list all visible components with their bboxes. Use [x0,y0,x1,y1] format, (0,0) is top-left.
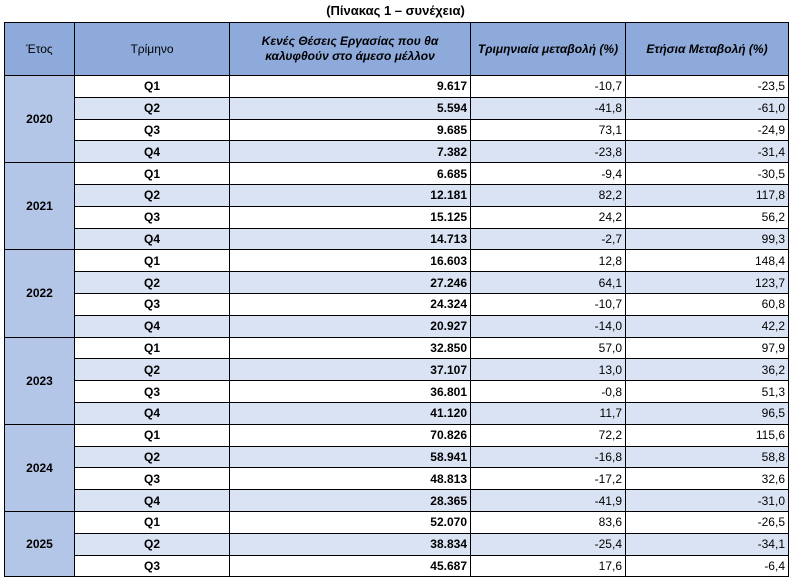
table-title: (Πίνακας 1 – συνέχεια) [326,3,465,18]
year-cell: 2020 [5,76,75,163]
year-cell: 2023 [5,337,75,424]
vacancies-cell: 37.107 [230,359,471,381]
table-row [5,424,789,446]
annual-change-cell: 96,5 [626,402,789,424]
quarterly-change-cell: -0,8 [471,381,626,403]
quarterly-change-cell: -14,0 [471,315,626,337]
quarter-cell: Q1 [75,337,230,359]
quarter-cell: Q4 [75,141,230,163]
annual-change-cell: 36,2 [626,359,789,381]
table-row [5,555,789,577]
annual-change-cell: 42,2 [626,315,789,337]
quarter-cell: Q2 [75,184,230,206]
quarterly-change-cell: -17,2 [471,468,626,490]
vacancies-cell: 12.181 [230,184,471,206]
table-row [5,293,789,315]
quarterly-change-cell: -9,4 [471,163,626,185]
year-cell: 2025 [5,511,75,576]
table-row [5,315,789,337]
table-row [5,272,789,294]
annual-change-cell: 51,3 [626,381,789,403]
quarterly-change-cell: 73,1 [471,119,626,141]
table-body [5,76,789,577]
quarter-cell: Q3 [75,381,230,403]
vacancies-cell: 9.685 [230,119,471,141]
quarterly-change-cell: -2,7 [471,228,626,250]
header-quarter: Τρίμηνο [75,23,230,76]
table-row [5,490,789,512]
vacancies-cell: 38.834 [230,533,471,555]
quarter-cell: Q3 [75,293,230,315]
table-row [5,141,789,163]
annual-change-cell: -24,9 [626,119,789,141]
quarter-cell: Q2 [75,446,230,468]
annual-change-cell: 117,8 [626,184,789,206]
annual-change-cell: -31,4 [626,141,789,163]
quarter-cell: Q3 [75,206,230,228]
header-year: Έτος [5,23,75,76]
quarter-cell: Q4 [75,315,230,337]
table-row [5,76,789,98]
vacancies-cell: 41.120 [230,402,471,424]
quarterly-change-cell: -25,4 [471,533,626,555]
vacancies-cell: 45.687 [230,555,471,577]
quarterly-change-cell: 11,7 [471,402,626,424]
quarter-cell: Q2 [75,359,230,381]
header-row [5,23,789,76]
quarterly-change-cell: 12,8 [471,250,626,272]
quarter-cell: Q1 [75,76,230,98]
quarterly-change-cell: -41,8 [471,97,626,119]
annual-change-cell: 60,8 [626,293,789,315]
quarterly-change-cell: 64,1 [471,272,626,294]
annual-change-cell: -30,5 [626,163,789,185]
annual-change-cell: -34,1 [626,533,789,555]
annual-change-cell: 56,2 [626,206,789,228]
quarter-cell: Q3 [75,119,230,141]
annual-change-cell: -61,0 [626,97,789,119]
table-row [5,97,789,119]
quarter-cell: Q2 [75,272,230,294]
vacancies-cell: 24.324 [230,293,471,315]
annual-change-cell: 58,8 [626,446,789,468]
header-quarterly-change: Τριμηνιαία μεταβολή (%) [471,23,626,76]
table-row [5,446,789,468]
year-cell: 2021 [5,163,75,250]
vacancies-cell: 20.927 [230,315,471,337]
vacancies-cell: 58.941 [230,446,471,468]
annual-change-cell: 123,7 [626,272,789,294]
quarter-cell: Q1 [75,163,230,185]
header-vacancies: Κενές Θέσεις Εργασίας που θα καλυφθούν στο άμεσο μέλλον [230,23,471,76]
table-row [5,163,789,185]
year-cell: 2022 [5,250,75,337]
table-row [5,206,789,228]
quarterly-change-cell: 83,6 [471,511,626,533]
quarterly-change-cell: 82,2 [471,184,626,206]
vacancies-cell: 28.365 [230,490,471,512]
annual-change-cell: -31,0 [626,490,789,512]
table-row [5,119,789,141]
vacancies-cell: 32.850 [230,337,471,359]
header-annual-change: Ετήσια Μεταβολή (%) [626,23,789,76]
vacancies-cell: 48.813 [230,468,471,490]
table-row [5,468,789,490]
vacancies-table [4,22,789,577]
table-row [5,228,789,250]
vacancies-cell: 52.070 [230,511,471,533]
quarter-cell: Q1 [75,424,230,446]
vacancies-cell: 9.617 [230,76,471,98]
year-cell: 2024 [5,424,75,511]
quarter-cell: Q4 [75,228,230,250]
quarterly-change-cell: 13,0 [471,359,626,381]
table-row [5,511,789,533]
annual-change-cell: 97,9 [626,337,789,359]
table-row [5,250,789,272]
annual-change-cell: -6,4 [626,555,789,577]
vacancies-cell: 27.246 [230,272,471,294]
vacancies-cell: 5.594 [230,97,471,119]
vacancies-cell: 15.125 [230,206,471,228]
quarterly-change-cell: -16,8 [471,446,626,468]
table-row [5,402,789,424]
vacancies-cell: 70.826 [230,424,471,446]
annual-change-cell: -23,5 [626,76,789,98]
quarterly-change-cell: 24,2 [471,206,626,228]
quarterly-change-cell: 72,2 [471,424,626,446]
quarter-cell: Q2 [75,97,230,119]
table-row [5,381,789,403]
quarterly-change-cell: 17,6 [471,555,626,577]
table-row [5,359,789,381]
vacancies-cell: 16.603 [230,250,471,272]
annual-change-cell: 32,6 [626,468,789,490]
annual-change-cell: 115,6 [626,424,789,446]
quarter-cell: Q3 [75,468,230,490]
quarter-cell: Q3 [75,555,230,577]
quarter-cell: Q4 [75,490,230,512]
table-row [5,184,789,206]
table-row [5,337,789,359]
vacancies-cell: 14.713 [230,228,471,250]
quarter-cell: Q1 [75,511,230,533]
quarter-cell: Q4 [75,402,230,424]
vacancies-cell: 7.382 [230,141,471,163]
table-row [5,533,789,555]
annual-change-cell: 148,4 [626,250,789,272]
annual-change-cell: -26,5 [626,511,789,533]
quarterly-change-cell: -23,8 [471,141,626,163]
quarterly-change-cell: -41,9 [471,490,626,512]
quarterly-change-cell: -10,7 [471,76,626,98]
quarterly-change-cell: 57,0 [471,337,626,359]
quarter-cell: Q2 [75,533,230,555]
vacancies-cell: 36.801 [230,381,471,403]
vacancies-cell: 6.685 [230,163,471,185]
quarter-cell: Q1 [75,250,230,272]
annual-change-cell: 99,3 [626,228,789,250]
quarterly-change-cell: -10,7 [471,293,626,315]
